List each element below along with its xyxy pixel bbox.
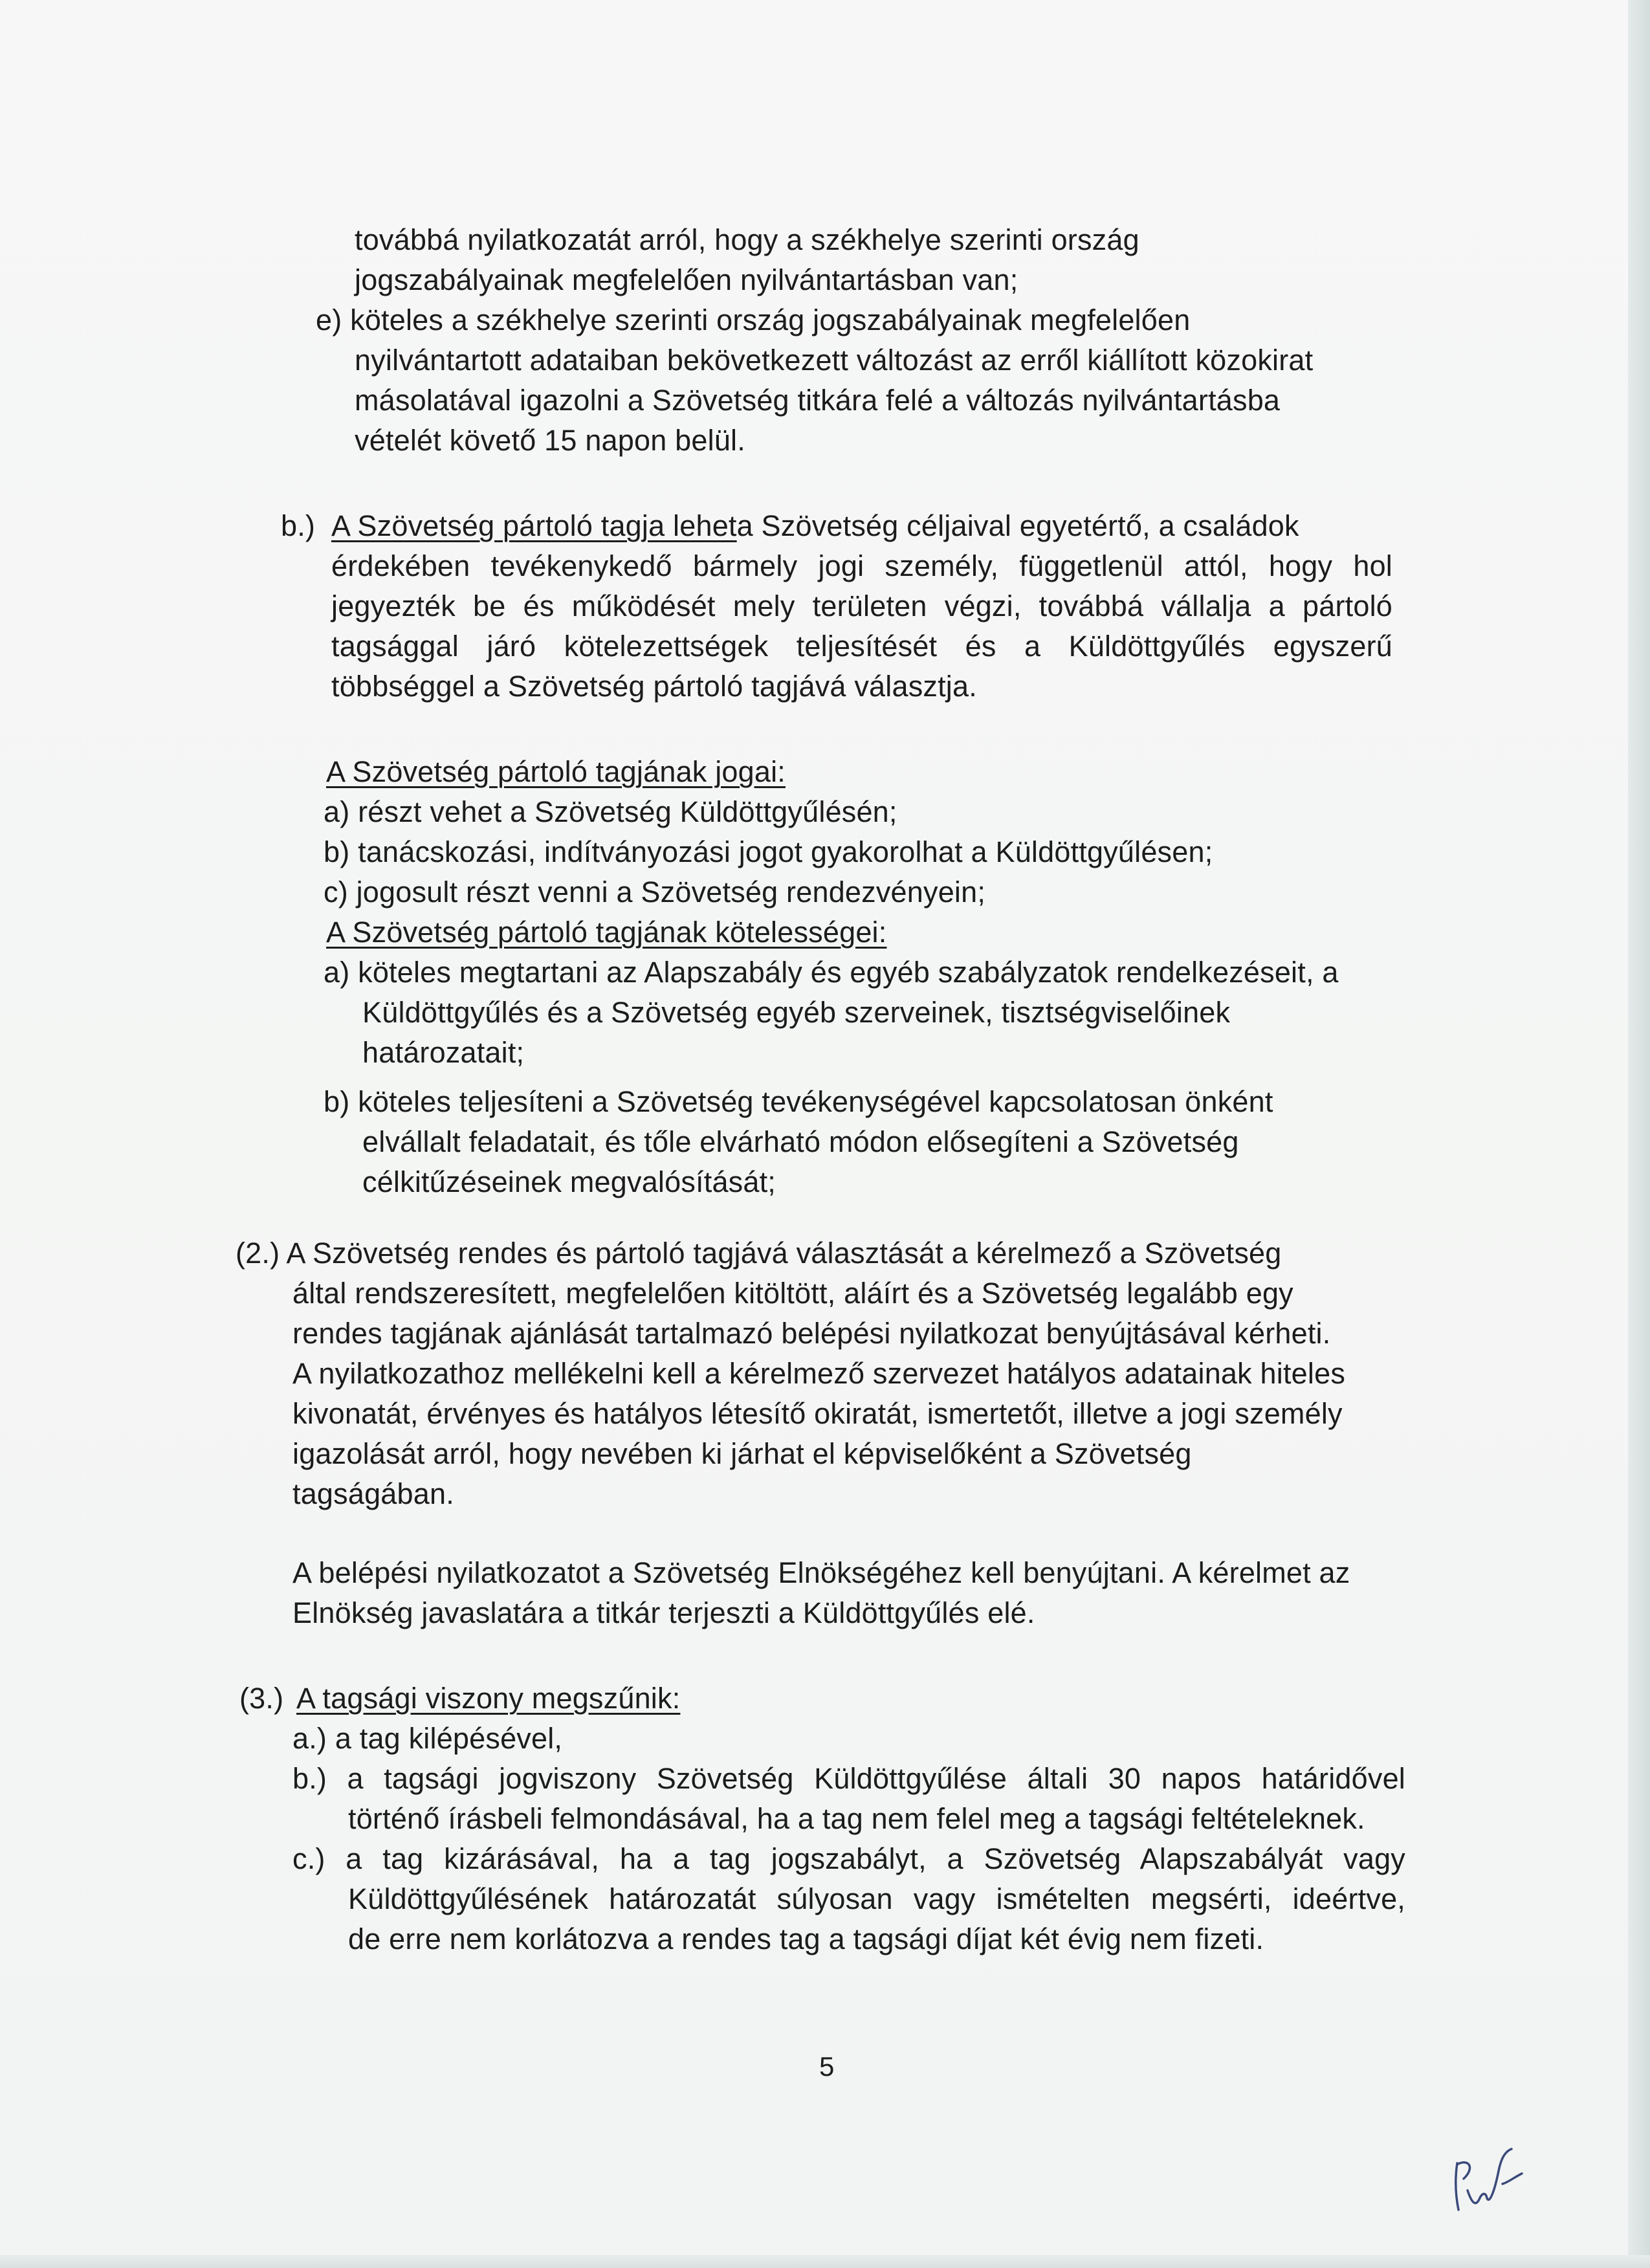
text-line: másolatával igazolni a Szövetség titkára felé a változás nyilvántartásba [355, 384, 1281, 417]
text-line: többséggel a Szövetség pártoló tagjává választja. [331, 670, 977, 703]
text-line: A belépési nyilatkozatot a Szövetség Elnökségéhez kell benyújtani. A kérelmet az [292, 1556, 1350, 1589]
text-line: Elnökség javaslatára a titkár terjeszti a Küldöttgyűlés elé. [292, 1596, 1035, 1629]
paragraph-number: (3.) [239, 1682, 284, 1715]
text-line: igazolását arról, hogy nevében ki járhat el képviselőként a Szövetség [292, 1437, 1192, 1470]
text-line: elvállalt feladatait, és tőle elvárható módon elősegíteni a Szövetség [362, 1125, 1239, 1158]
text-line: A nyilatkozathoz mellékelni kell a kérelmező szervezet hatályos adatainak hiteles [292, 1357, 1346, 1390]
text-line: továbbá nyilatkozatát arról, hogy a székhelye szerinti ország [355, 223, 1139, 256]
signature-initials [1449, 2145, 1553, 2216]
list-item: b) tanácskozási, indítványozási jogot gyakorolhat a Küldöttgyűlésen; [324, 835, 1213, 868]
list-item: b.) a tagsági jogviszony Szövetség Küldöttgyűlése általi 30 napos határidővel [292, 1762, 1405, 1795]
text-line: tagsággal járó kötelezettségek teljesítését és a Küldöttgyűlés egyszerű [331, 630, 1392, 663]
text-line: Küldöttgyűlésének határozatát súlyosan vagy ismételten megsérti, ideértve, [348, 1882, 1405, 1915]
text-span: a Szövetség céljaival egyetértő, a családok [736, 509, 1299, 542]
list-item: a.) a tag kilépésével, [292, 1722, 563, 1755]
list-item: a) köteles megtartani az Alapszabály és egyéb szabályzatok rendelkezéseit, a [324, 956, 1339, 989]
page-number: 5 [819, 2051, 835, 2082]
text-line: határozatait; [362, 1036, 525, 1069]
duties-heading: A Szövetség pártoló tagjának kötelességei: [326, 916, 887, 949]
paragraph-number: b.) [281, 509, 316, 542]
text-line: rendes tagjának ajánlását tartalmazó belépési nyilatkozat benyújtásával kérheti. [292, 1317, 1331, 1350]
list-item: c.) a tag kizárásával, ha a tag jogszabályt, a Szövetség Alapszabályát vagy [292, 1842, 1405, 1875]
text-line: érdekében tevékenykedő bármely jogi személy, függetlenül attól, hogy hol [331, 549, 1392, 582]
text-line: jogszabályainak megfelelően nyilvántartásban van; [355, 263, 1018, 296]
paragraph-2-first-line: (2.) A Szövetség rendes és pártoló tagjává választását a kérelmező a Szövetség [236, 1237, 1282, 1270]
text-line: vételét követő 15 napon belül. [355, 424, 745, 457]
paragraph-b-first-line [331, 506, 1392, 546]
termination-heading: A tagsági viszony megszűnik: [296, 1682, 681, 1715]
list-item: c) jogosult részt venni a Szövetség rendezvényein; [324, 875, 986, 908]
list-item-e: e) köteles a székhelye szerinti ország jogszabályainak megfelelően [316, 303, 1191, 336]
text-line: nyilvántartott adataiban bekövetkezett változást az erről kiállított közokirat [355, 344, 1314, 377]
text-line: de erre nem korlátozva a rendes tag a tagsági díjat két évig nem fizeti. [348, 1922, 1264, 1955]
text-line: Küldöttgyűlés és a Szövetség egyéb szerveinek, tisztségviselőinek [362, 996, 1231, 1029]
underlined-heading: A Szövetség pártoló tagja lehet [331, 509, 737, 542]
list-item: b) köteles teljesíteni a Szövetség tevékenységével kapcsolatosan önként [324, 1085, 1273, 1118]
list-item: a) részt vehet a Szövetség Küldöttgyűlésén; [324, 795, 897, 828]
scan-edge-right [1628, 0, 1650, 2268]
text-line: által rendszeresített, megfelelően kitöltött, aláírt és a Szövetség legalább egy [292, 1277, 1293, 1310]
text-line: jegyezték be és működését mely területen végzi, továbbá vállalja a pártoló [331, 589, 1392, 622]
text-line: tagságában. [292, 1477, 454, 1510]
text-line: történő írásbeli felmondásával, ha a tag nem felel meg a tagsági feltételeknek. [348, 1802, 1365, 1835]
rights-heading: A Szövetség pártoló tagjának jogai: [326, 755, 786, 788]
scan-edge-bottom [0, 2255, 1650, 2268]
text-line: kivonatát, érvényes és hatályos létesítő okiratát, ismertetőt, illetve a jogi személy [292, 1397, 1343, 1430]
text-line: célkitűzéseinek megvalósítását; [362, 1165, 776, 1198]
